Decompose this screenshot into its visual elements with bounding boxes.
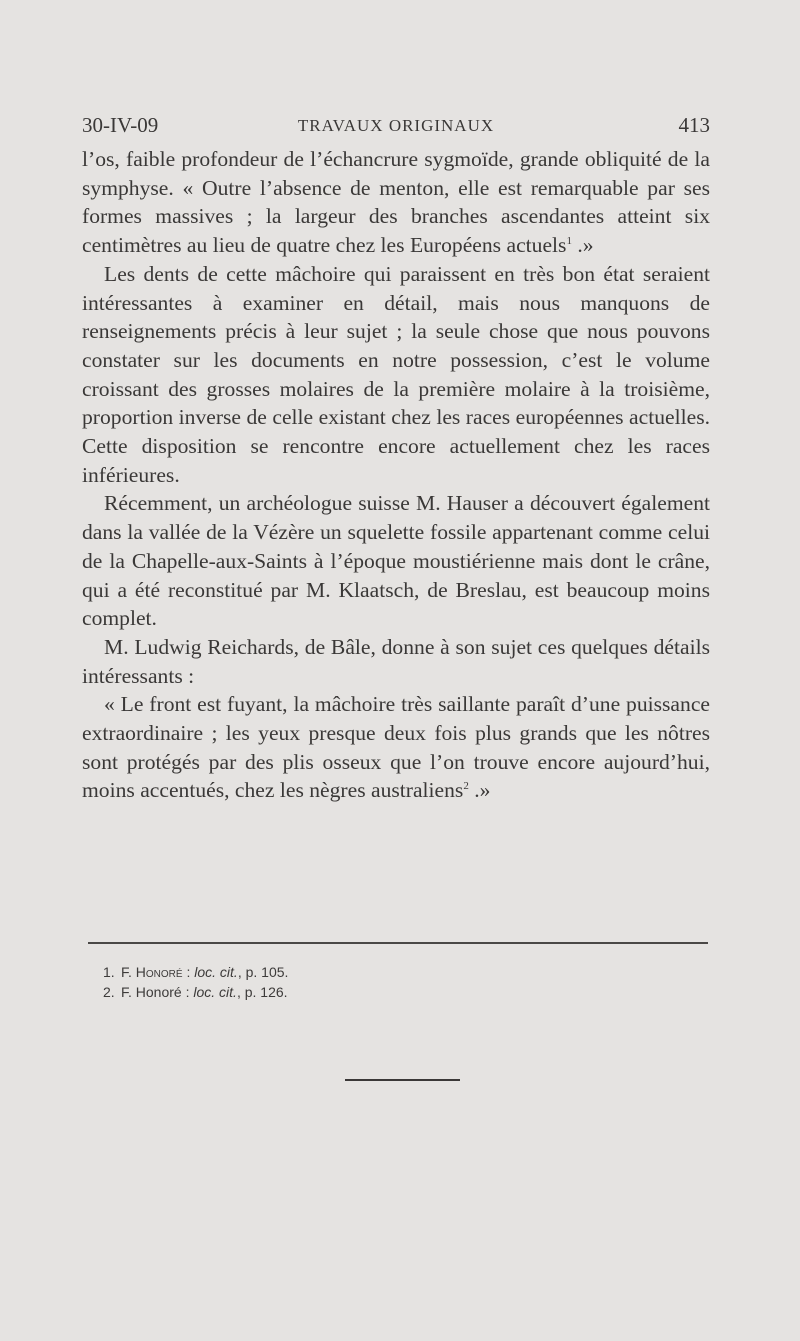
footnote-marker[interactable]: 1 — [566, 235, 572, 248]
paragraph: l’os, faible profondeur de l’échancrure sygmoïde, grande obliquité de la symphyse. « Outre l’absence de menton, elle est remarquable par ses formes massives ; la largeur des branches ascendantes atteint six centimètres au lieu de quatre chez les Européens actuels$^1$ .» — [82, 147, 710, 258]
footnote-marker[interactable]: 2 — [463, 780, 469, 793]
footnotes — [103, 962, 703, 1002]
footnote-divider — [88, 942, 708, 944]
quote-paragraph: « Le front est fuyant, la mâchoire très saillante paraît d’une puissance extraordinaire ; les yeux presque deux fois plus grands que les nôtres sont protégés par des plis osseux que l’on trouve encore aujourd’hui, moins accentués, chez les nègres australiens$^2$ .» — [82, 692, 710, 803]
header-date: 30-IV-09 — [82, 113, 159, 137]
paragraph: Les dents de cette mâchoire qui paraissent en très bon état seraient intéressantes à examiner en détail, mais nous manquons de renseignements précis à leur sujet ; la seule chose que nous pouvons constater sur les documents en notre possession, c’est le volume croissant des grosses molaires de la première molaire à la troisième, proportion inverse de celle existant chez les races européennes actuelles. Cette disposition se rencontre encore actuellement chez les races inférieures. — [82, 261, 710, 487]
running-header — [82, 113, 710, 143]
body-text — [82, 145, 710, 805]
paragraph: M. Ludwig Reichards, de Bâle, donne à son sujet ces quelques détails intéressants : — [82, 634, 710, 688]
paragraph: Récemment, un archéologue suisse M. Hauser a découvert également dans la vallée de la Vézère un squelette fossile appartenant comme celui de la Chapelle-aux-Saints à l’époque moustiérienne mais dont le crâne, qui a été reconstitué par M. Klaatsch, de Breslau, est beaucoup moins complet. — [82, 491, 710, 631]
end-rule — [345, 1079, 460, 1081]
footnote-item: 1. F. Honoré : loc. cit., p. 105. — [103, 964, 289, 980]
header-section-title: TRAVAUX ORIGINAUX — [297, 116, 495, 135]
footnote-item: 2. F. Honoré : loc. cit., p. 126. — [103, 984, 288, 1000]
page-number: 413 — [678, 113, 710, 137]
